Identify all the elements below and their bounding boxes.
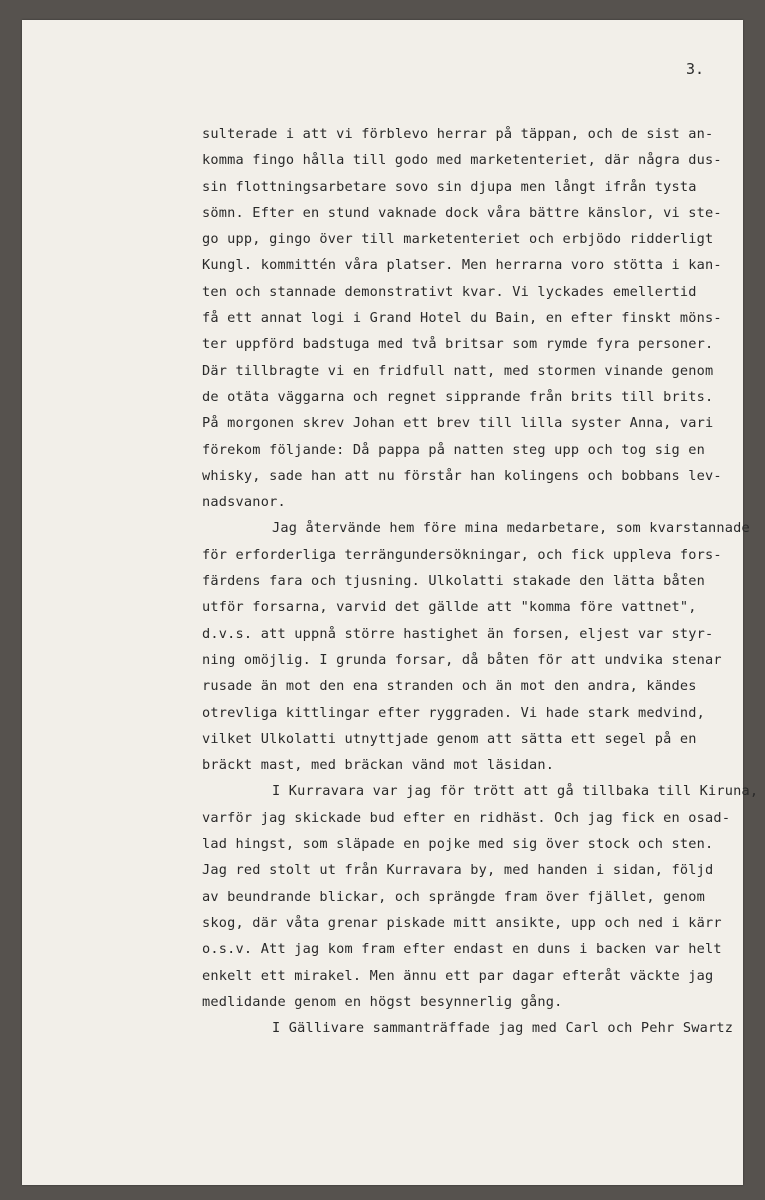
text-line: vilket Ulkolatti utnyttjade genom att sätta ett segel på en <box>202 730 697 747</box>
text-line: otrevliga kittlingar efter ryggraden. Vi hade stark medvind, <box>202 704 706 721</box>
text-line: sömn. Efter en stund vaknade dock våra bättre känslor, vi ste- <box>202 204 722 221</box>
text-line: av beundrande blickar, och sprängde fram över fjället, genom <box>202 888 706 905</box>
text-line: varför jag skickade bud efter en ridhäst. Och jag fick en osad- <box>202 809 731 826</box>
text-line: sulterade i att vi förblevo herrar på täppan, och de sist an- <box>202 126 714 142</box>
text-line: I Gällivare sammanträffade jag med Carl och Pehr Swartz <box>272 1020 734 1037</box>
body-text <box>202 121 759 1041</box>
text-line: enkelt ett mirakel. Men ännu ett par dagar efteråt väckte jag <box>202 967 714 984</box>
text-line: ter uppförd badstuga med två britsar som rymde fyra personer. <box>202 336 714 353</box>
text-line: medlidande genom en högst besynnerlig gång. <box>202 993 563 1010</box>
text-line: skog, där våta grenar piskade mitt ansikte, upp och ned i kärr <box>202 914 722 931</box>
text-line: Där tillbragte vi en fridfull natt, med stormen vinande genom <box>202 362 714 379</box>
text-line: rusade än mot den ena stranden och än mot den andra, kändes <box>202 678 697 695</box>
text-line: utför forsarna, varvid det gällde att "komma före vattnet", <box>202 599 697 616</box>
text-line: ning omöjlig. I grunda forsar, då båten för att undvika stenar <box>202 651 722 668</box>
text-line: o.s.v. Att jag kom fram efter endast en duns i backen var helt <box>202 941 722 958</box>
text-line: I Kurravara var jag för trött att gå tillbaka till Kiruna, <box>272 783 759 800</box>
text-line: färdens fara och tjusning. Ulkolatti stakade den lätta båten <box>202 573 706 590</box>
text-line: för erforderliga terrängundersökningar, och fick uppleva fors- <box>202 546 722 563</box>
text-line: de otäta väggarna och regnet sipprande från brits till brits. <box>202 388 714 405</box>
text-line: Kungl. kommittén våra platser. Men herrarna voro stötta i kan- <box>202 257 722 274</box>
text-line: nadsvanor. <box>202 494 286 511</box>
text-line: whisky, sade han att nu förstår han kolingens och bobbans lev- <box>202 467 722 484</box>
text-line: Jag red stolt ut från Kurravara by, med handen i sidan, följd <box>202 862 714 879</box>
text-line: sin flottningsarbetare sovo sin djupa men långt ifrån tysta <box>202 178 697 195</box>
text-line: ten och stannade demonstrativt kvar. Vi lyckades emellertid <box>202 283 697 300</box>
text-line: d.v.s. att uppnå större hastighet än forsen, eljest var styr- <box>202 625 714 642</box>
page-number: 3. <box>686 60 705 78</box>
text-line: bräckt mast, med bräckan vänd mot läsidan. <box>202 757 555 774</box>
text-line: go upp, gingo över till marketenteriet och erbjödo ridderligt <box>202 231 714 248</box>
text-line: lad hingst, som släpade en pojke med sig över stock och sten. <box>202 836 714 853</box>
text-line: få ett annat logi i Grand Hotel du Bain, en efter finskt möns- <box>202 310 722 327</box>
typewritten-page <box>22 20 759 1185</box>
text-line: förekom följande: Då pappa på natten steg upp och tog sig en <box>202 441 706 458</box>
text-line: Jag återvände hem före mina medarbetare, som kvarstannade <box>272 520 750 537</box>
text-line: På morgonen skrev Johan ett brev till lilla syster Anna, vari <box>202 415 714 432</box>
text-line: komma fingo hålla till godo med marketenteriet, där några dus- <box>202 152 722 169</box>
